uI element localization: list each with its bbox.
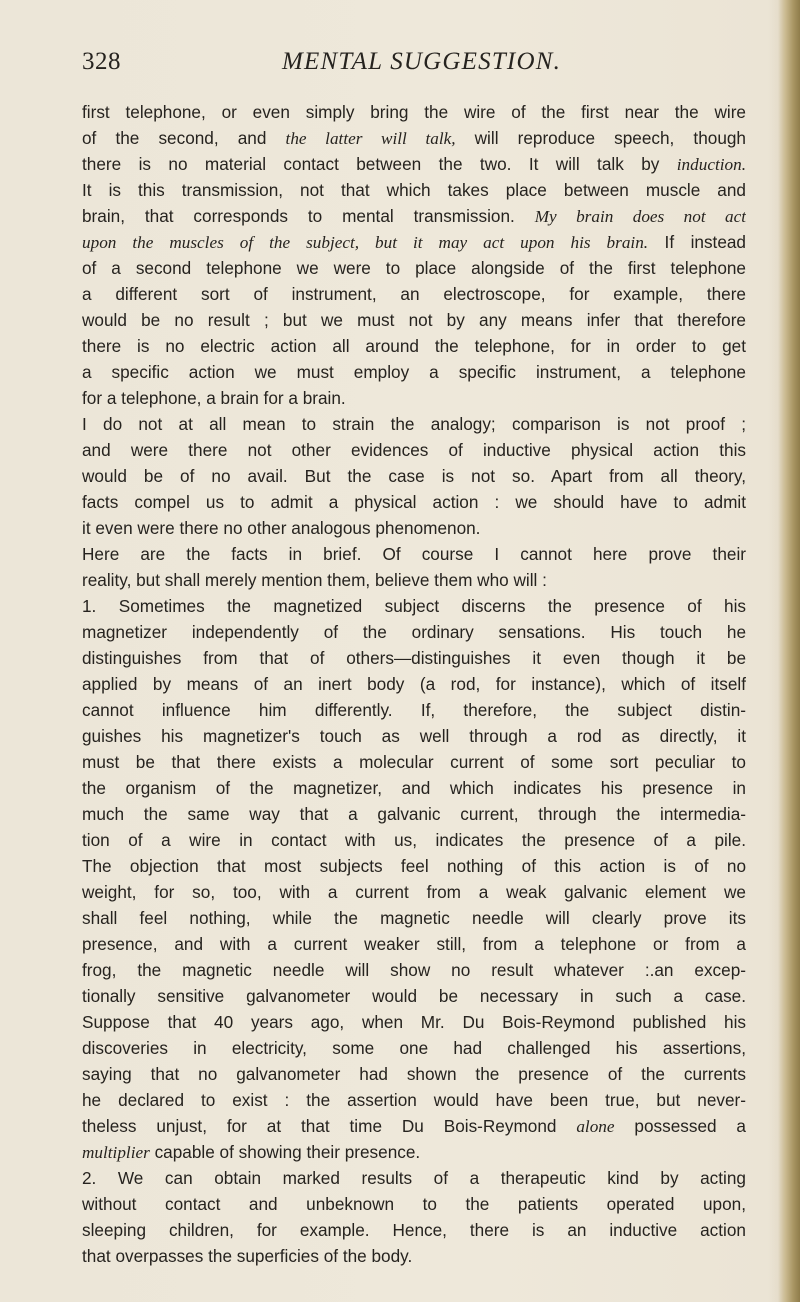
text-line [82, 1165, 746, 1191]
text-line [82, 385, 746, 411]
text-run: reality, but shall merely mention them, believe them who will : [82, 570, 547, 590]
text-run: there is no electric action all around the telephone, for in order to get [82, 336, 746, 356]
text-run: shall feel nothing, while the magnetic needle will clearly prove its [82, 908, 746, 928]
text-run: for a telephone, a brain for a brain. [82, 388, 346, 408]
text-line [82, 463, 746, 489]
text-run: distinguishes from that of others—distinguishes it even though it be [82, 648, 746, 668]
page-header [82, 48, 744, 88]
text-line [82, 333, 746, 359]
text-run: possessed a [614, 1116, 746, 1136]
text-run: magnetizer independently of the ordinary sensations. His touch he [82, 622, 746, 642]
text-line [82, 775, 746, 801]
text-run: cannot influence him differently. If, therefore, the subject distin- [82, 700, 746, 720]
text-line [82, 1035, 746, 1061]
text-run: without contact and unbeknown to the patients operated upon, [82, 1194, 746, 1214]
text-line [82, 203, 746, 229]
text-line [82, 359, 746, 385]
text-line [82, 645, 746, 671]
text-line [82, 879, 746, 905]
text-run: that overpasses the superficies of the body. [82, 1246, 413, 1266]
text-run: of the second, and [82, 128, 286, 148]
text-run: a different sort of instrument, an electroscope, for example, there [82, 284, 746, 304]
text-run: would be of no avail. But the case is not so. Apart from all theory, [82, 466, 746, 486]
italic-text: the latter will talk, [285, 129, 456, 148]
running-head: MENTAL SUGGESTION. [282, 48, 562, 75]
text-line [82, 1217, 746, 1243]
text-run: discoveries in electricity, some one had challenged his assertions, [82, 1038, 746, 1058]
text-line [82, 177, 746, 203]
text-line [82, 619, 746, 645]
text-run: would be no result ; but we must not by any means infer that therefore [82, 310, 746, 330]
italic-text: upon the muscles of the subject, but it may act upon his brain. [82, 233, 649, 252]
text-line [82, 307, 746, 333]
text-run: will reproduce speech, though [455, 128, 746, 148]
text-run: and were there not other evidences of inductive physical action this [82, 440, 746, 460]
text-run: frog, the magnetic needle will show no result whatever :.an excep- [82, 960, 746, 980]
italic-text: My brain does not act [534, 207, 746, 226]
text-line [82, 1191, 746, 1217]
text-line [82, 723, 746, 749]
text-line [82, 125, 746, 151]
text-line [82, 749, 746, 775]
text-run: theless unjust, for at that time Du Bois-Reymond [82, 1116, 577, 1136]
text-line [82, 827, 746, 853]
text-run: facts compel us to admit a physical action : we should have to admit [82, 492, 746, 512]
text-run: I do not at all mean to strain the analogy; comparison is not proof ; [82, 414, 746, 434]
text-run: It is this transmission, not that which takes place between muscle and [82, 180, 746, 200]
text-line [82, 489, 746, 515]
text-line [82, 1061, 746, 1087]
text-line [82, 957, 746, 983]
text-run: a specific action we must employ a specific instrument, a telephone [82, 362, 746, 382]
text-run: it even were there no other analogous phenomenon. [82, 518, 481, 538]
text-run: applied by means of an inert body (a rod, for instance), which of itself [82, 674, 746, 694]
text-run: Suppose that 40 years ago, when Mr. Du Bois-Reymond published his [82, 1012, 746, 1032]
text-line [82, 1113, 746, 1139]
text-run: sleeping children, for example. Hence, there is an inductive action [82, 1220, 746, 1240]
text-line [82, 983, 746, 1009]
text-run: first telephone, or even simply bring the wire of the first near the wire [82, 102, 746, 122]
text-run: If instead [648, 232, 746, 252]
text-run: much the same way that a galvanic current, through the intermedia- [82, 804, 746, 824]
text-line [82, 905, 746, 931]
text-run: must be that there exists a molecular current of some sort peculiar to [82, 752, 746, 772]
text-line [82, 411, 746, 437]
text-line [82, 671, 746, 697]
body-text [82, 99, 746, 1269]
text-line [82, 697, 746, 723]
text-run: brain, that corresponds to mental transmission. [82, 206, 535, 226]
page-number: 328 [82, 48, 121, 75]
italic-text: multiplier [82, 1143, 150, 1162]
italic-text: induction. [676, 155, 746, 174]
text-line [82, 99, 746, 125]
text-run: presence, and with a current weaker still, from a telephone or from a [82, 934, 746, 954]
text-line [82, 853, 746, 879]
text-line [82, 1087, 746, 1113]
page-edge-shadow [778, 0, 800, 1302]
text-line [82, 1009, 746, 1035]
text-line [82, 229, 746, 255]
italic-text: alone [576, 1117, 615, 1136]
text-line [82, 541, 746, 567]
text-run: he declared to exist : the assertion would have been true, but never- [82, 1090, 746, 1110]
text-line [82, 515, 746, 541]
text-line [82, 801, 746, 827]
text-run: the organism of the magnetizer, and which indicates his presence in [82, 778, 746, 798]
text-line [82, 593, 746, 619]
text-line [82, 1243, 746, 1269]
text-line [82, 151, 746, 177]
text-run: tion of a wire in contact with us, indicates the presence of a pile. [82, 830, 746, 850]
text-line [82, 931, 746, 957]
text-line [82, 567, 746, 593]
text-run: capable of showing their presence. [149, 1142, 421, 1162]
text-run: tionally sensitive galvanometer would be necessary in such a case. [82, 986, 746, 1006]
text-line [82, 281, 746, 307]
text-run: there is no material contact between the two. It will talk by [82, 154, 677, 174]
text-line [82, 255, 746, 281]
text-run: of a second telephone we were to place alongside of the first telephone [82, 258, 746, 278]
text-run: The objection that most subjects feel nothing of this action is of no [82, 856, 746, 876]
text-run: 2. We can obtain marked results of a therapeutic kind by acting [82, 1168, 746, 1188]
text-run: weight, for so, too, with a current from a weak galvanic element we [82, 882, 746, 902]
text-run: Here are the facts in brief. Of course I cannot here prove their [82, 544, 746, 564]
text-line [82, 437, 746, 463]
text-run: guishes his magnetizer's touch as well through a rod as directly, it [82, 726, 746, 746]
text-run: saying that no galvanometer had shown the presence of the currents [82, 1064, 746, 1084]
text-run: 1. Sometimes the magnetized subject discerns the presence of his [82, 596, 746, 616]
text-line [82, 1139, 746, 1165]
